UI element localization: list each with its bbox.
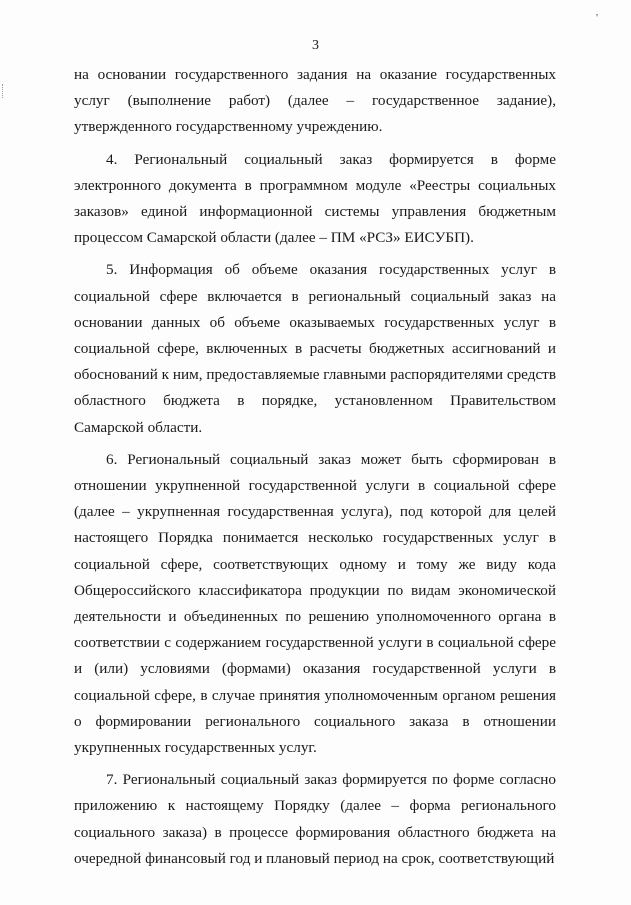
paragraph-4: 4. Региональный социальный заказ формируется в форме электронного документа в программном модуле «Реестры социальных заказов» единой информационной системы управления бюджетным процессом Самарской области (далее – ПМ «РСЗ» ЕИСУБП). [74,150,556,247]
corner-mark: ' [596,12,598,24]
paragraph-continuation: на основании государственного задания на оказание государственных услуг (выполнение работ) (далее – государственное задание), утвержденного государственному учреждению. [74,66,556,136]
page-number: 3 [312,38,319,53]
paragraph-5: 5. Информация об объеме оказания государственных услуг в социальной сфере включается в региональный социальный заказ на основании данных об объеме оказываемых государственных услуг в социальной сфере, включенных в расчеты бюджетных ассигнований и обоснований к ним, предоставляемые главными распорядителями средств областного бюджета в порядке, установленном Правительством Самарской области. [74,261,556,436]
paragraph-7: 7. Региональный социальный заказ формируется по форме согласно приложению к настоящему Порядку (далее – форма регионального социального заказа) в процессе формирования областного бюджета на очередной финансовый год и плановый период на срок, соответствующий [74,771,556,867]
paragraph-6: 6. Региональный социальный заказ может быть сформирован в отношении укрупненной государственной услуги в социальной сфере (далее – укрупненная государственная услуга), под которой для целей настоящего Порядка понимается несколько государственных услуг в социальной сфере, соответствующих одному и тому же виду кода Общероссийского классификатора продукции по видам экономической деятельности и объединенных по решению уполномоченного органа в соответствии с содержанием государственной услуги в социальной сфере и (или) условиями (формами) оказания государственной услуги в социальной сфере, в случае принятия уполномоченным органом решения о формировании регионального социального заказа в отношении укрупненных государственных услуг. [74,450,556,757]
document-body [74,62,556,878]
scan-edge-mark [2,84,5,98]
